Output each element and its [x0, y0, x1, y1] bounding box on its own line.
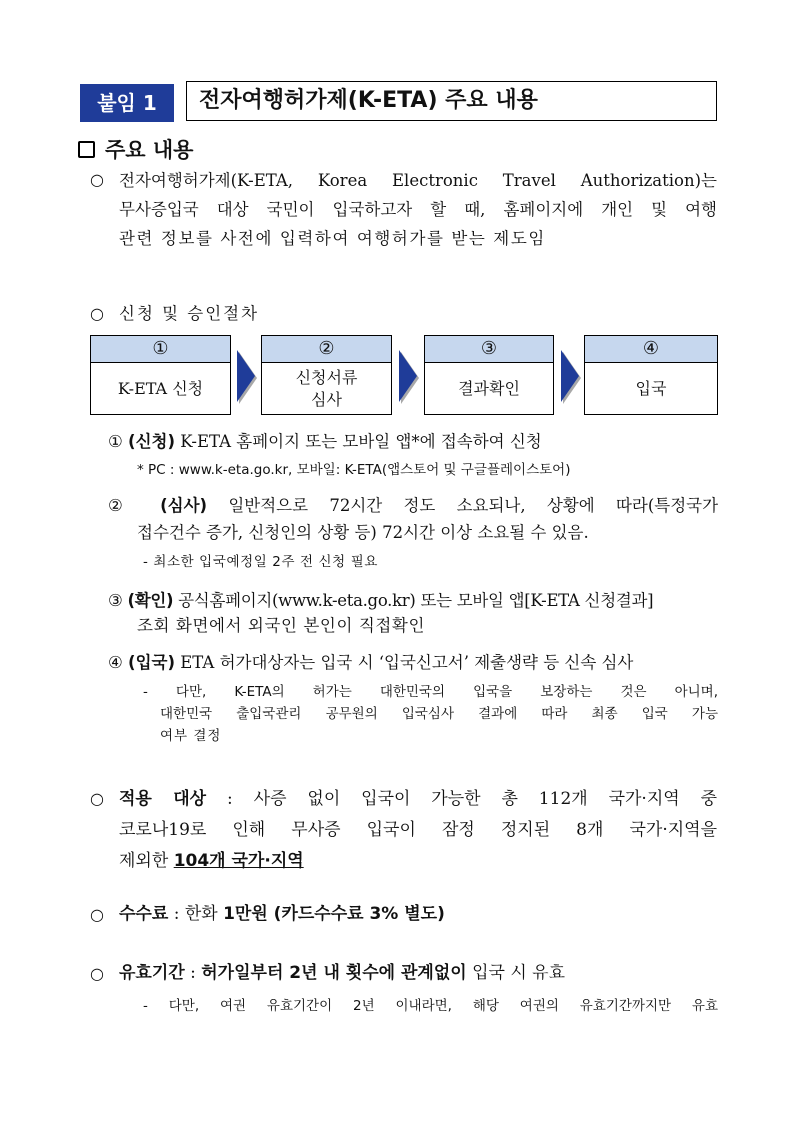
intro-line-2: 무사증입국 대상 국민이 입국하고자 할 때, 홈페이지에 개인 및 여행: [119, 200, 717, 219]
target-label: 적용 대상: [119, 789, 207, 809]
detail-title: (심사): [160, 496, 208, 515]
flow-step-label: K-ETA 신청: [117, 379, 204, 398]
detail-text: ETA 허가대상자는 입국 시 ‘입국신고서’ 제출생략 등 신속 심사: [180, 653, 634, 672]
validity-label: 유효기간: [119, 963, 185, 983]
target-country-count: 104개 국가·지역: [173, 851, 304, 871]
arrow-right-icon: [561, 350, 579, 402]
detail-text: 공식홈페이지(www.k-eta.go.kr) 또는 모바일 앱[K-ETA 신청결과]: [178, 591, 654, 610]
procedure-title: 신청 및 승인절차: [119, 304, 260, 323]
detail-number: ③: [108, 591, 123, 610]
detail-title: (확인): [127, 591, 174, 610]
detail-entry-line-1: [108, 649, 633, 676]
square-bullet-icon: [78, 141, 95, 158]
flow-step-1: [90, 335, 231, 415]
intro-bullet: ○: [90, 170, 104, 189]
detail-title: (신청): [128, 432, 176, 451]
flow-step-label-line-2: 심사: [311, 390, 342, 409]
flow-step-number: ①: [91, 336, 230, 363]
intro-line-1: 전자여행허가제(K-ETA, Korea Electronic Travel Authorization)는: [119, 171, 717, 190]
fee-bullet: ○: [90, 905, 104, 924]
validity-note: - 다만, 여권 유효기간이 2년 이내라면, 해당 여권의 유효기간까지만 유효: [143, 998, 718, 1014]
detail-number: ①: [108, 432, 123, 451]
flow-step-number: ②: [262, 336, 391, 363]
section-heading: [78, 134, 193, 164]
section-heading-text: 주요 내용: [105, 138, 194, 162]
flow-step-label-line-1: 신청서류: [295, 368, 358, 387]
target-bullet: ○: [90, 789, 104, 808]
fee-amount: 1만원 (카드수수료 3% 별도): [223, 904, 445, 924]
flow-step-label: 입국: [635, 379, 667, 398]
fee-label: 수수료: [119, 904, 169, 924]
fee-colon: :: [173, 904, 180, 924]
detail-text: 일반적으로 72시간 정도 소요되나, 상황에 따라(특정국가: [228, 496, 719, 515]
target-line-3: [119, 846, 304, 877]
detail-apply-note: * PC : www.k-eta.go.kr, 모바일: K-ETA(앱스토어 및 구글플레이스토어): [137, 462, 571, 478]
attachment-badge: 붙임 1: [80, 84, 174, 122]
target-text: : 사증 없이 입국이 가능한 총 112개 국가·지역 중: [227, 789, 717, 809]
detail-confirm-line-1: [108, 587, 653, 614]
procedure-bullet: ○: [90, 304, 104, 323]
flow-step-3: [424, 335, 554, 415]
detail-review-note: - 최소한 입국예정일 2주 전 신청 필요: [143, 554, 378, 570]
arrow-right-icon: [237, 350, 255, 402]
validity-bullet: ○: [90, 964, 104, 983]
flow-step-number: ④: [585, 336, 717, 363]
fee-line: [119, 899, 445, 930]
document-title: 전자여행허가제(K-ETA) 주요 내용: [186, 81, 717, 121]
detail-entry-note-2: 대한민국 출입국관리 공무원의 입국심사 결과에 따라 최종 입국 가능: [160, 706, 718, 722]
target-line-3-prefix: 제외한: [119, 851, 169, 871]
validity-period: 허가일부터 2년 내 횟수에 관계없이: [201, 963, 467, 983]
flow-step-2: [261, 335, 392, 415]
validity-line: [119, 958, 565, 989]
detail-review-line-1: [108, 492, 718, 519]
detail-title: (입국): [128, 653, 176, 672]
flow-step-number: ③: [425, 336, 553, 363]
arrow-right-icon: [399, 350, 417, 402]
validity-colon: :: [190, 963, 196, 983]
target-line-1: [119, 784, 717, 815]
detail-apply: [108, 428, 542, 455]
detail-number: ②: [108, 496, 139, 515]
validity-suffix: 입국 시 유효: [472, 963, 565, 983]
fee-prefix: 한화: [184, 904, 218, 924]
target-line-2: 코로나19로 인해 무사증 입국이 잠정 정지된 8개 국가·지역을: [119, 820, 717, 840]
detail-review-line-2: 접수건수 증가, 신청인의 상황 등) 72시간 이상 소요될 수 있음.: [137, 523, 589, 542]
detail-text: K-ETA 홈페이지 또는 모바일 앱*에 접속하여 신청: [180, 432, 542, 451]
intro-line-3: 관련 정보를 사전에 입력하여 여행허가를 받는 제도임: [119, 229, 546, 248]
detail-confirm-line-2: 조회 화면에서 외국인 본인이 직접확인: [137, 616, 426, 635]
flow-step-4: [584, 335, 718, 415]
flow-step-label: 결과확인: [458, 379, 520, 398]
detail-number: ④: [108, 653, 123, 672]
detail-entry-note-1: - 다만, K-ETA의 허가는 대한민국의 입국을 보장하는 것은 아니며,: [143, 684, 718, 700]
detail-entry-note-3: 여부 결정: [160, 728, 222, 744]
